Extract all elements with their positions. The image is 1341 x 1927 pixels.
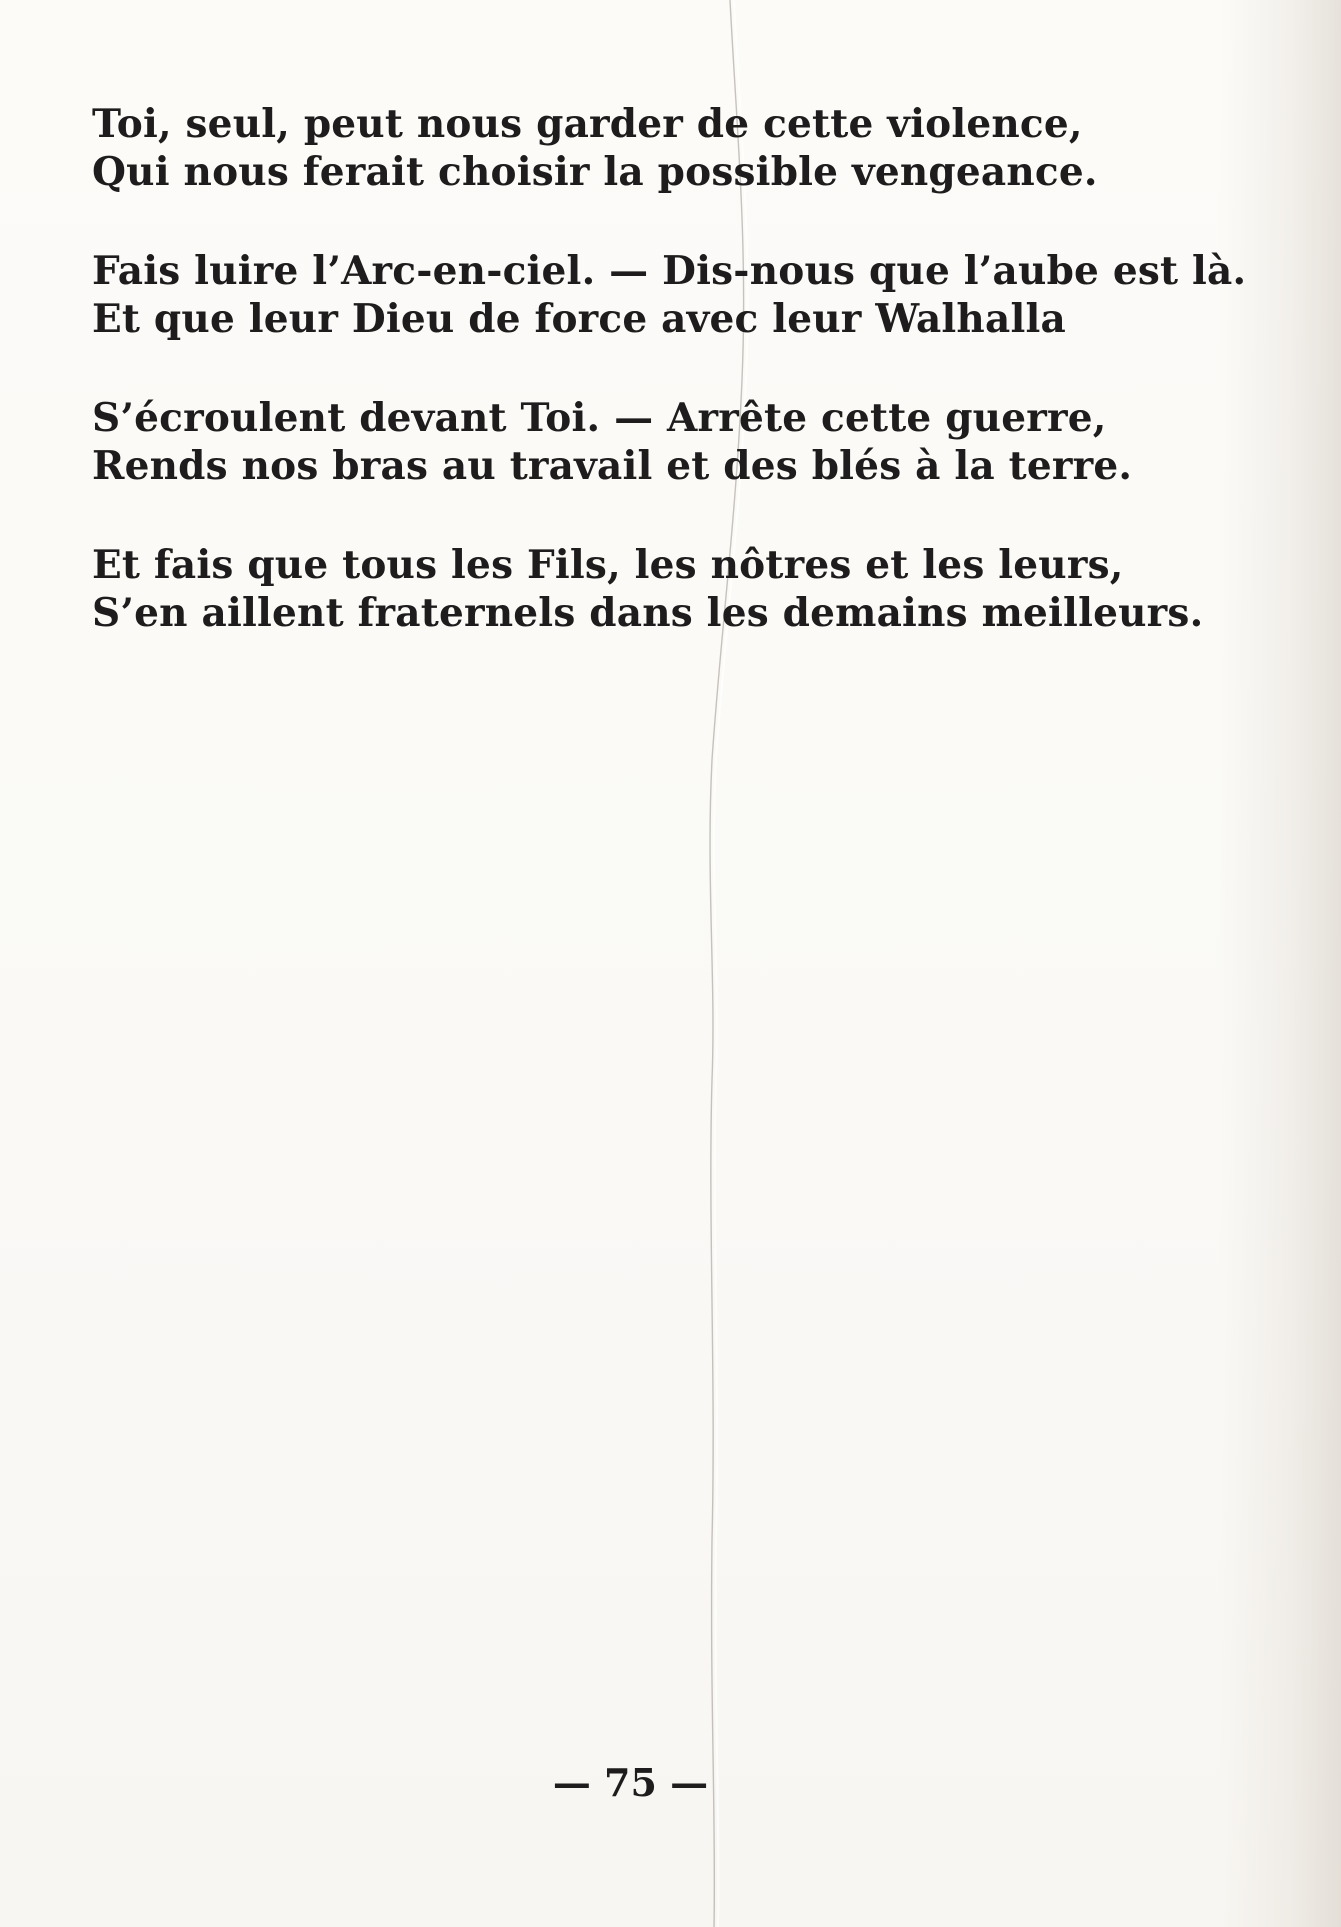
verse-line: Fais luire l’Arc-en-ciel. — Dis-nous que l’aube est là. (92, 248, 1247, 294)
stanza-4 (92, 541, 1312, 637)
verse-line: S’en aillent fraternels dans les demains meilleurs. (92, 590, 1204, 636)
page-number: — 75 — (552, 1760, 709, 1805)
verse-line: Et fais que tous les Fils, les nôtres et les leurs, (92, 542, 1124, 588)
stanza-1 (92, 100, 1312, 196)
verse-line: Rends nos bras au travail et des blés à la terre. (92, 443, 1133, 489)
verse-line: Et que leur Dieu de force avec leur Walhalla (92, 296, 1066, 342)
poem-text (92, 100, 1312, 688)
verse-line: S’écroulent devant Toi. — Arrête cette guerre, (92, 395, 1107, 441)
verse-line: Qui nous ferait choisir la possible vengeance. (92, 149, 1098, 195)
stanza-3 (92, 394, 1312, 490)
verse-line: Toi, seul, peut nous garder de cette violence, (92, 101, 1083, 147)
stanza-2 (92, 247, 1312, 343)
